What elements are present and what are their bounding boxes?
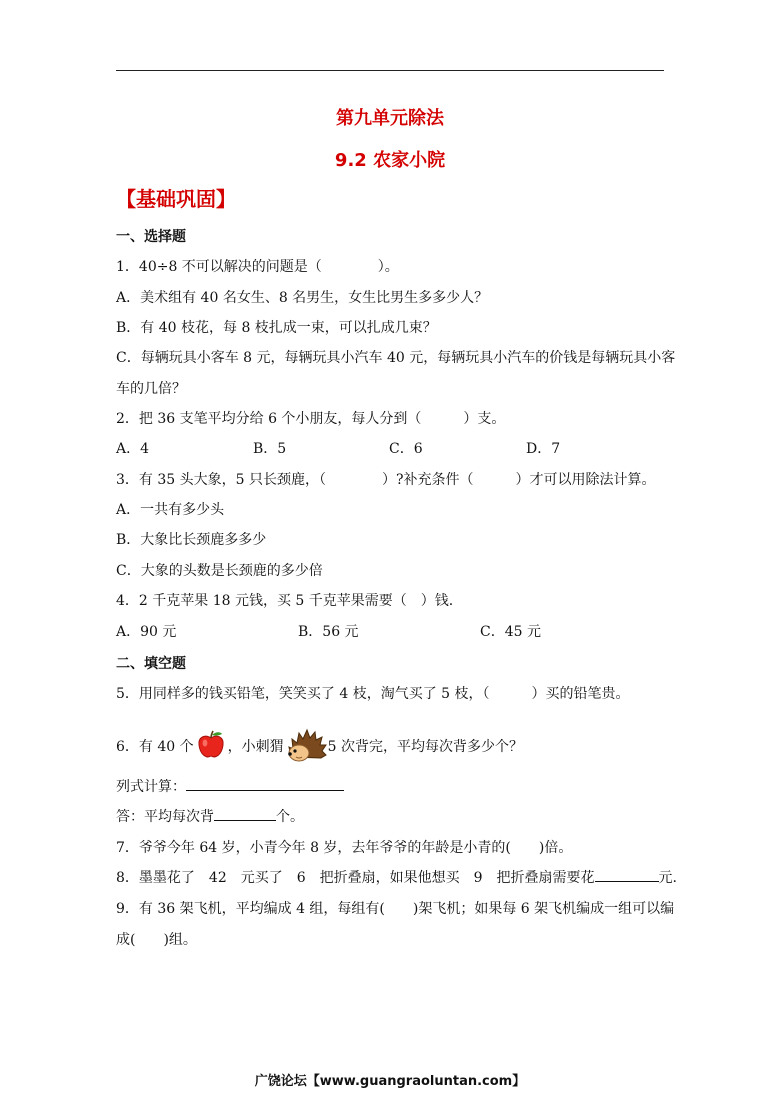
q6-calc-blank[interactable] [186,776,344,791]
q4-option-a: A．90 元 [116,624,177,640]
q3-option-c: C．大象的头数是长颈鹿的多少倍 [116,563,323,579]
q6-calc-line [116,776,344,796]
q5-text: 5．用同样多的钱买铅笔，笑笑买了 4 枝，淘气买了 5 枝，（ ）买的铅笔贵。 [116,686,630,702]
q1-option-a: A．美术组有 40 名女生、8 名男生，女生比男生多多少人？ [116,290,489,306]
q3-option-a: A．一共有多少头 [116,502,225,518]
top-rule [116,70,664,71]
section-banner: 【基础巩固】 [116,187,236,211]
q6-answer-label: 答：平均每次背 [116,809,214,825]
q2-option-c: C．6 [389,441,423,457]
q2-stem: 2．把 36 支笔平均分给 6 个小朋友，每人分到（ ）支。 [116,411,506,427]
q1-option-b: B．有 40 枝花，每 8 枝扎成一束，可以扎成几束？ [116,320,437,336]
q6-answer-blank[interactable] [214,806,276,821]
lesson-title: 9.2 农家小院 [334,150,446,171]
q3-stem: 3．有 35 头大象，5 只长颈鹿，（ ）?补充条件（ ）才可以用除法计算。 [116,472,656,488]
q6-text [116,727,523,767]
q9-line2: 成( )组。 [116,932,197,948]
q4-option-c: C．45 元 [480,624,541,640]
q6-part3: 5 次背完，平均每次背多少个？ [327,739,523,755]
q8-blank[interactable] [595,867,659,882]
q1-option-c-line1: C．每辆玩具小客车 8 元，每辆玩具小汽车 40 元，每辆玩具小汽车的价钱是每辆玩具小客 [116,350,676,366]
unit-title: 第九单元除法 [336,108,444,129]
footer-source: 广饶论坛【www.guangraoluntan.com】 [254,1074,526,1089]
q6-part2: ，小刺猬 [227,739,284,755]
q8-text [116,867,677,887]
q9-line1: 9．有 36 架飞机，平均编成 4 组，每组有( )架飞机；如果每 6 架飞机编成一组可以编 [116,901,675,917]
q2-option-d: D．7 [526,441,561,457]
q6-part1: 6．有 40 个 [116,739,194,755]
q2-option-b: B．5 [253,441,287,457]
q2-option-a: A．4 [116,441,150,457]
part1-heading: 一、选择题 [116,229,186,245]
q8-part1: 8．墨墨花了 42 元买了 6 把折叠扇，如果他想买 9 把折叠扇需要花 [116,870,595,886]
part2-heading: 二、填空题 [116,656,186,672]
q7-text: 7．爷爷今年 64 岁，小青今年 8 岁，去年爷爷的年龄是小青的( )倍。 [116,840,573,856]
hedgehog-icon [285,727,327,767]
q1-stem: 1．40÷8 不可以解决的问题是（ ）。 [116,259,399,275]
q8-part2: 元. [658,870,677,886]
q6-answer-unit: 个。 [276,809,304,825]
q3-option-b: B．大象比长颈鹿多多少 [116,532,267,548]
q1-option-c-line2: 车的几倍？ [116,381,186,397]
apple-icon [196,730,226,764]
q6-answer-line [116,806,304,826]
q4-option-b: B．56 元 [298,624,359,640]
q4-stem: 4．2 千克苹果 18 元钱，买 5 千克苹果需要（ ）钱. [116,593,454,609]
q6-calc-label: 列式计算： [116,779,186,795]
